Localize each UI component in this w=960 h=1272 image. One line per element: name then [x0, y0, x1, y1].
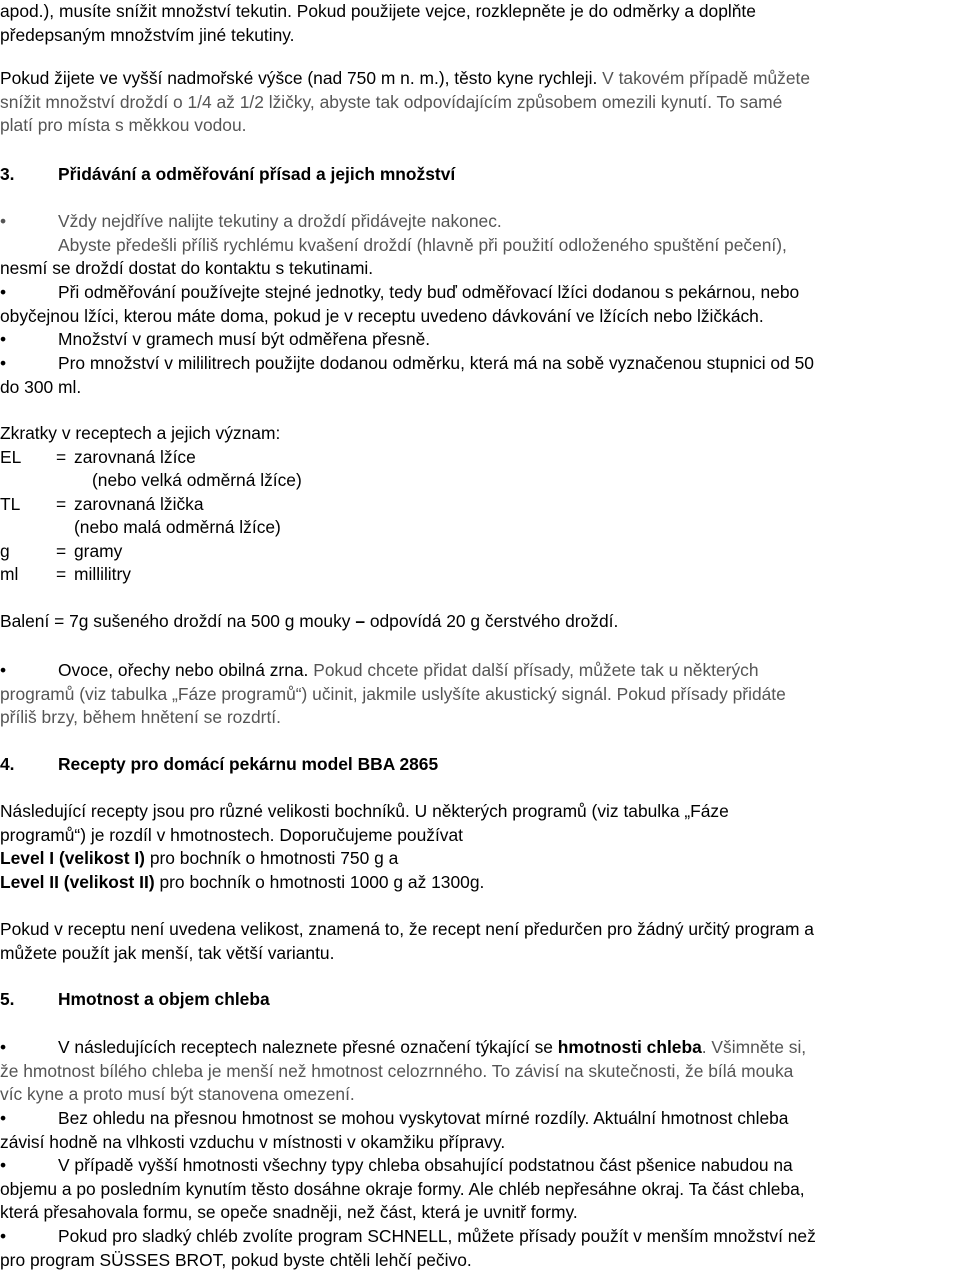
section-4-paragraph-1 [0, 800, 958, 894]
bullet-icon: • [0, 329, 7, 349]
bullet-icon: • [0, 1226, 7, 1246]
text-span: pro bochník o hmotnosti 1000 g až 1300g. [154, 871, 485, 892]
section-4-paragraph-2 [0, 918, 958, 965]
abbrev-key: g [0, 540, 10, 561]
section-3-bullet-4 [0, 352, 958, 399]
intro-paragraph-2 [0, 67, 958, 138]
text-line: Následující recepty jsou pro různé velikosti bochníků. U některých programů (viz tabulka „Fáze [0, 801, 729, 821]
text-line [0, 1225, 958, 1249]
text-line: příliš brzy, během hnětení se rozdrtí. [0, 707, 281, 727]
text-line: víc kyne a proto musí být stanovena omezení. [0, 1084, 355, 1104]
text-line: pro program SÜSSES BROT, pokud byste chtěli lehčí pečivo. [0, 1249, 472, 1270]
baleni-line [0, 610, 958, 634]
text-line: platí pro místa s měkkou vodou. [0, 115, 247, 135]
text-line: nesmí se droždí dostat do kontaktu s tekutinami. [0, 258, 374, 278]
text-line: objemu a po posledním kynutím těsto dosáhne okraje formy. Ale chléb nepřesáhne okraj. Ta část chleba, [0, 1178, 805, 1199]
text-line: že hmotnost bílého chleba je menší než hmotnost celozrnného. To závisí na skutečnosti, že bílá mouka [0, 1060, 794, 1081]
text-line [0, 1036, 958, 1060]
bullet-icon: • [0, 211, 7, 231]
section-4-heading [0, 753, 958, 777]
text-line: závisí hodně na vlhkosti vzduchu v místnosti v okamžiku přípravy. [0, 1131, 506, 1152]
text-line: můžete použít jak menší, tak větší variantu. [0, 942, 335, 963]
bullet-icon: • [0, 353, 7, 373]
section-3-bullet-2 [0, 281, 958, 328]
text-span: odpovídá 20 g čerstvého droždí. [364, 611, 619, 631]
text-span: Abyste předešli příliš rychlému kvašení droždí (hlavně při použití odloženého spuštění pečení), [58, 234, 787, 255]
text-span: Bez ohledu na přesnou hmotnost se mohou vyskytovat mírné rozdíly. Aktuální hmotnost chleba [58, 1108, 789, 1128]
abbrev-row [0, 540, 302, 564]
text-line: programů (viz tabulka „Fáze programů“) učinit, jakmile uslyšíte akustický signál. Pokud přísady přidáte [0, 683, 786, 704]
abbrev-value: gramy [74, 540, 123, 561]
text-line [0, 328, 958, 352]
abbrev-row [0, 446, 302, 470]
section-3-bullet-1 [0, 210, 958, 281]
section-5-heading [0, 988, 958, 1012]
section-5-bullet-1 [0, 1036, 958, 1107]
section-number: 5. [0, 989, 15, 1009]
text-span-gray: . Všimněte si, [701, 1037, 807, 1057]
section-5-bullet-4 [0, 1225, 958, 1272]
text-line [0, 67, 958, 91]
abbrev-eq: = [56, 540, 67, 561]
abbreviations [0, 422, 958, 587]
text-line: předepsaným množstvím jiné tekutiny. [0, 24, 295, 45]
text-span: Balení = 7g sušeného droždí na 500 g mouky [0, 611, 356, 631]
text-line [0, 1154, 958, 1178]
text-span: V případě vyšší hmotnosti všechny typy chleba obsahující podstatnou část pšenice nabudou na [58, 1155, 793, 1175]
bullet-icon: • [0, 1108, 7, 1128]
text-line [0, 659, 958, 683]
section-title: Recepty pro domácí pekárnu model BBA 2865 [58, 754, 439, 774]
text-line [0, 210, 958, 234]
abbrev-key: ml [0, 564, 19, 584]
intro-paragraph-1 [0, 0, 958, 47]
bullet-icon: • [0, 1037, 7, 1057]
abbrev-value: millilitry [74, 564, 131, 584]
section-5-bullet-3 [0, 1154, 958, 1225]
text-span: Množství v gramech musí být odměřena přesně. [58, 329, 431, 349]
text-line: programů“) je rozdíl v hmotnostech. Doporučujeme používat [0, 824, 464, 845]
abbrev-eq: = [56, 493, 67, 514]
text-line [0, 871, 958, 895]
abbrev-note-row [0, 516, 302, 540]
section-5-bullet-2 [0, 1107, 958, 1154]
text-span: Pokud žijete ve vyšší nadmořské výšce (nad 750 m n. m.), těsto kyne rychleji. [0, 68, 598, 88]
abbrev-eq: = [56, 564, 67, 584]
text-span-gray: V takovém případě můžete [597, 68, 810, 88]
text-span-bold: hmotnosti chleba [557, 1037, 702, 1057]
text-span-gray: Pokud chcete přidat další přísady, můžete tak u některých [308, 660, 759, 680]
text-span: V následujících receptech naleznete přesné označení týkající se [58, 1037, 558, 1057]
text-span: Vždy nejdříve nalijte tekutiny a droždí přidávejte nakonec. [58, 211, 502, 231]
text-span: pro bochník o hmotnosti 750 g a [144, 848, 399, 868]
abbrev-note-row [0, 469, 302, 493]
text-line: která přesahovala formu, se opeče snadněji, než část, která je uvnitř formy. [0, 1202, 578, 1222]
abbrev-value: zarovnaná lžička [74, 493, 204, 514]
section-3-heading [0, 163, 958, 187]
ovoce-bullet [0, 659, 958, 730]
text-line: apod.), musíte snížit množství tekutin. Pokud použijete vejce, rozklepněte je do odměrky a doplňte [0, 1, 756, 21]
text-span: Pokud pro sladký chléb zvolíte program SCHNELL, můžete přísady použít v menším množství než [58, 1226, 816, 1246]
text-span: Pro množství v mililitrech použijte dodanou odměrku, která má na sobě vyznačenou stupnici od 50 [58, 353, 814, 373]
text-line: Pokud v receptu není uvedena velikost, znamená to, že recept není předurčen pro žádný určitý program a [0, 919, 814, 939]
section-number: 3. [0, 164, 15, 184]
section-3-bullet-3 [0, 328, 958, 352]
text-line: obyčejnou lžíci, kterou máte doma, pokud je v receptu uvedeno dávkování ve lžících nebo lžičkách. [0, 305, 764, 326]
abbrev-key: EL [0, 446, 22, 467]
section-title: Přidávání a odměřování přísad a jejich množství [58, 164, 456, 184]
bullet-icon: • [0, 660, 7, 680]
abbrev-note: (nebo velká odměrná lžíce) [92, 470, 302, 490]
abbrev-value: zarovnaná lžíce [74, 446, 196, 467]
abbrev-row [0, 563, 302, 587]
text-line [0, 234, 958, 258]
text-line [0, 847, 958, 871]
abbreviations-title: Zkratky v receptech a jejich význam: [0, 423, 281, 443]
text-line: snížit množství droždí o 1/4 až 1/2 lžičky, abyste tak odpovídajícím způsobem omezili kynutí. To samé [0, 91, 783, 112]
dash: – [355, 611, 365, 631]
text-line [0, 1107, 958, 1131]
abbrev-eq: = [56, 446, 67, 467]
abbreviations-table [0, 446, 302, 587]
abbrev-row [0, 493, 302, 517]
text-line [0, 281, 958, 305]
text-span: Při odměřování používejte stejné jednotky, tedy buď odměřovací lžíci dodanou s pekárnou, nebo [58, 282, 800, 302]
level-2-label: Level II (velikost II) [0, 871, 155, 892]
section-title: Hmotnost a objem chleba [58, 989, 270, 1009]
bullet-icon: • [0, 282, 7, 302]
text-line [0, 352, 958, 376]
level-1-label: Level I (velikost I) [0, 848, 145, 868]
text-span: Ovoce, ořechy nebo obilná zrna. [58, 660, 309, 680]
bullet-icon: • [0, 1155, 7, 1175]
text-line: do 300 ml. [0, 376, 82, 397]
abbrev-key: TL [0, 493, 21, 514]
abbrev-note: (nebo malá odměrná lžíce) [74, 517, 281, 537]
section-number: 4. [0, 754, 15, 774]
